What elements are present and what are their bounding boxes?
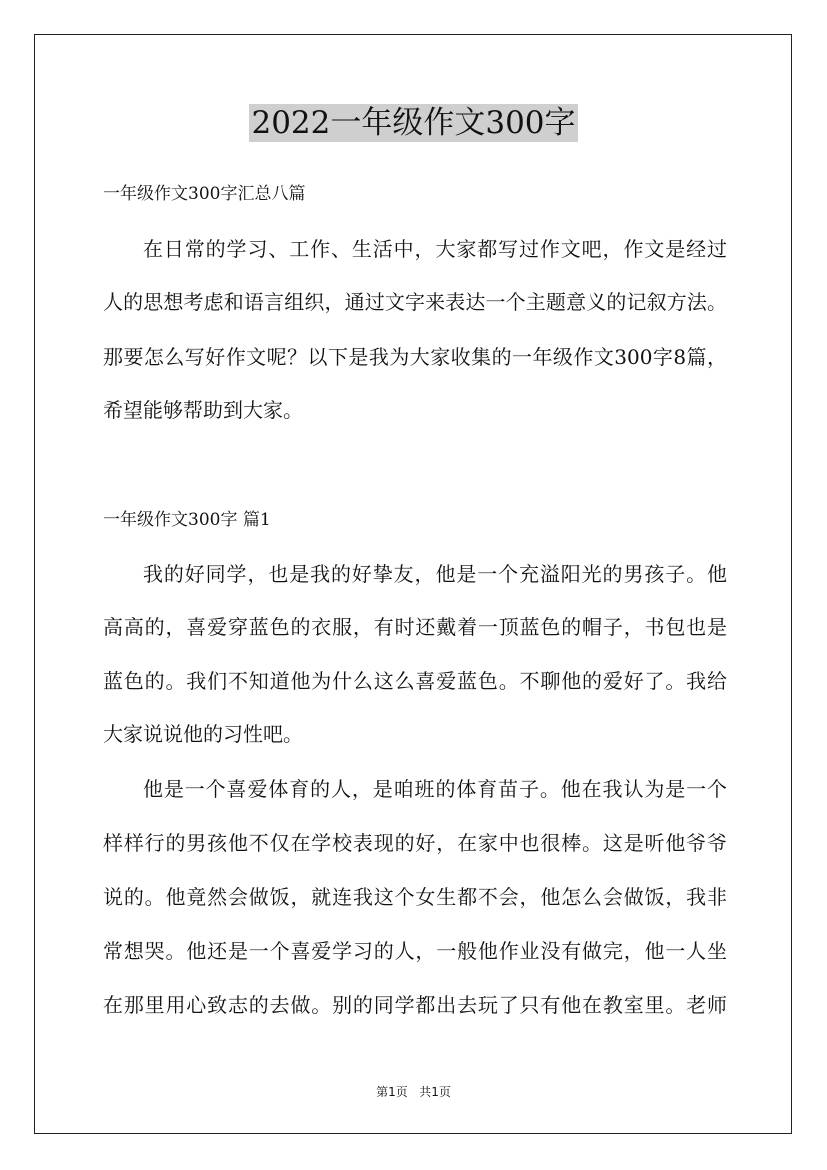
- paragraph-line: 我的好同学，也是我的好挚友，他是一个充溢阳光的男孩子。他: [143, 562, 727, 586]
- paragraph-line: 那要怎么写好作文呢？以下是我为大家收集的一年级作文300字8篇，: [103, 345, 727, 369]
- paragraph-line: 蓝色的。我们不知道他为什么这么喜爱蓝色。不聊他的爱好了。我给: [103, 669, 727, 693]
- document-title-wrap: [0, 104, 827, 142]
- paragraph-line: 在那里用心致志的去做。别的同学都出去玩了只有他在教室里。老师: [103, 993, 727, 1017]
- paragraph-line: 在日常的学习、工作、生活中，大家都写过作文吧，作文是经过: [143, 237, 727, 261]
- page-footer: [0, 1084, 827, 1100]
- document-title: 2022一年级作文300字: [251, 105, 576, 141]
- intro-heading: 一年级作文300字汇总八篇: [103, 184, 306, 204]
- paragraph-line: 人的思想考虑和语言组织，通过文字来表达一个主题意义的记叙方法。: [103, 290, 727, 314]
- paragraph-line: 常想哭。他还是一个喜爱学习的人，一般他作业没有做完，他一人坐: [103, 939, 727, 963]
- paragraph-line: 高高的，喜爱穿蓝色的衣服，有时还戴着一顶蓝色的帽子，书包也是: [103, 615, 727, 639]
- page-number: 第1页: [376, 1085, 408, 1099]
- paragraph-line: 他是一个喜爱体育的人，是咱班的体育苗子。他在我认为是一个: [143, 777, 727, 801]
- section-heading: 一年级作文300字 篇1: [103, 510, 271, 530]
- page-total: 共1页: [419, 1085, 451, 1099]
- paragraph-line: 样样行的男孩他不仅在学校表现的好，在家中也很棒。这是听他爷爷: [103, 831, 727, 855]
- paragraph-line: 希望能够帮助到大家。: [103, 398, 303, 422]
- paragraph-line: 说的。他竟然会做饭，就连我这个女生都不会，他怎么会做饭，我非: [103, 885, 727, 909]
- paragraph-line: 大家说说他的习性吧。: [103, 722, 303, 746]
